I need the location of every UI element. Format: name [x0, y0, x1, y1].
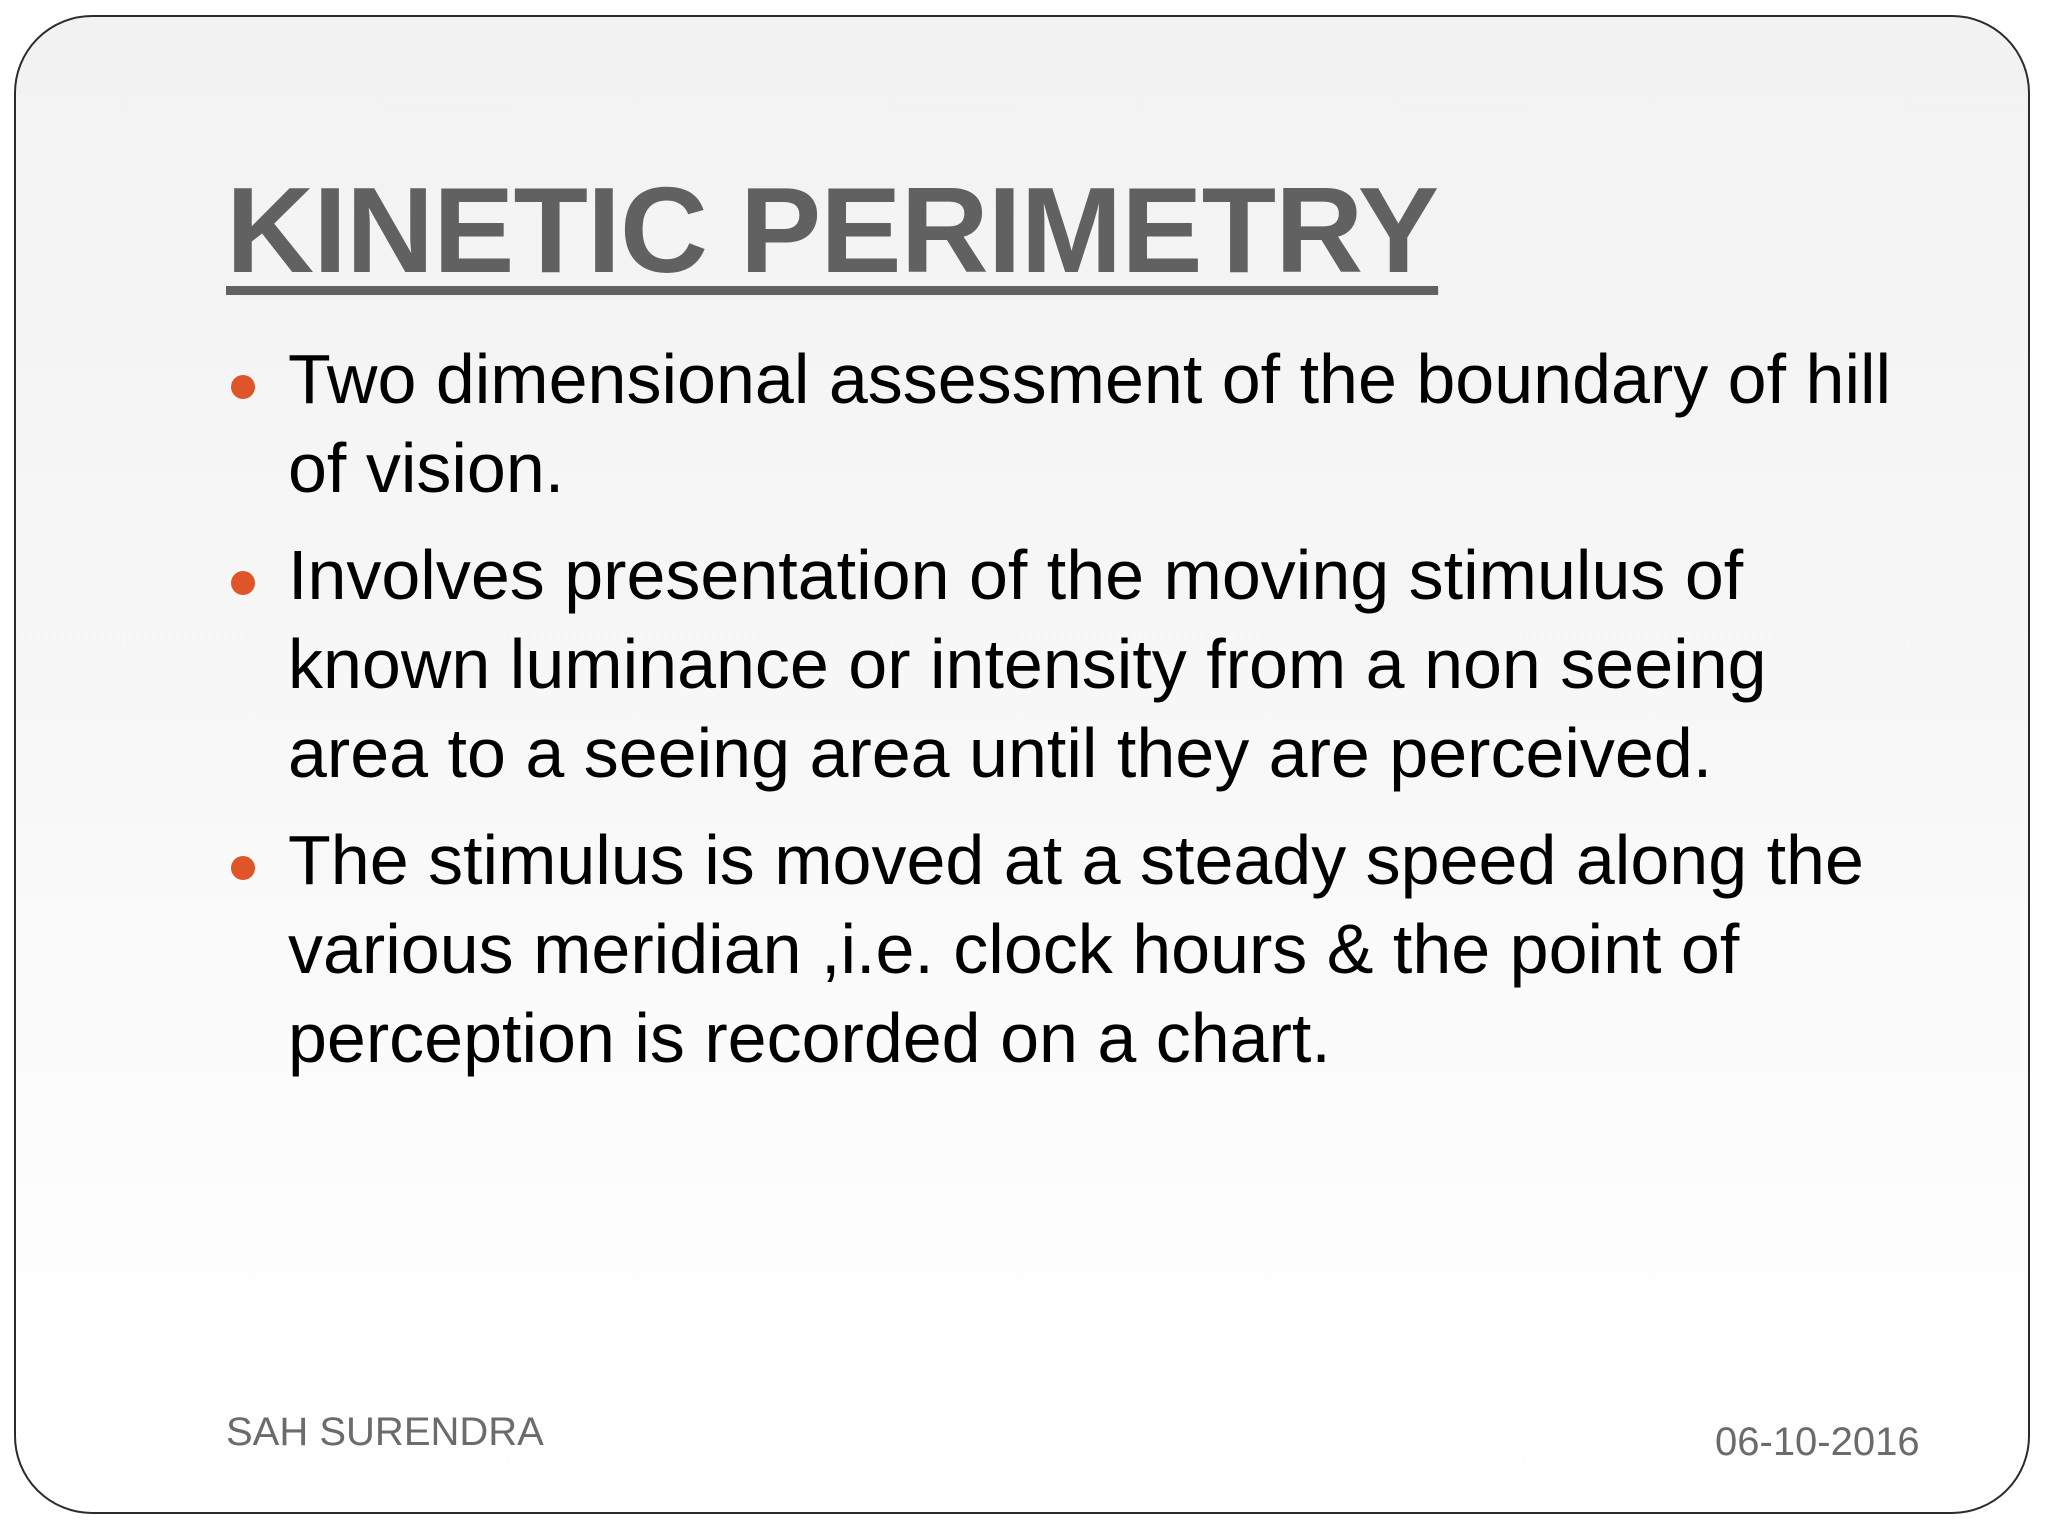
- bullet-list: [226, 335, 1926, 1101]
- bullet-item: [226, 335, 1926, 513]
- bullet-dot-icon: [231, 571, 255, 595]
- bullet-text: Two dimensional assessment of the boundary of hill of vision.: [288, 340, 1892, 507]
- bullet-text: The stimulus is moved at a steady speed along the various meridian ,i.e. clock hours & the point of perception is recorded on a chart.: [288, 821, 1864, 1077]
- footer-author: SAH SURENDRA: [226, 1410, 544, 1454]
- footer-date: 06-10-2016: [1715, 1420, 1920, 1464]
- bullet-text: Involves presentation of the moving stimulus of known luminance or intensity from a non seeing area to a seeing area until they are perceived.: [288, 536, 1767, 792]
- bullet-item: [226, 816, 1926, 1083]
- bullet-item: [226, 531, 1926, 798]
- bullet-dot-icon: [231, 856, 255, 880]
- bullet-dot-icon: [231, 375, 255, 399]
- slide-title: KINETIC PERIMETRY: [226, 162, 1439, 298]
